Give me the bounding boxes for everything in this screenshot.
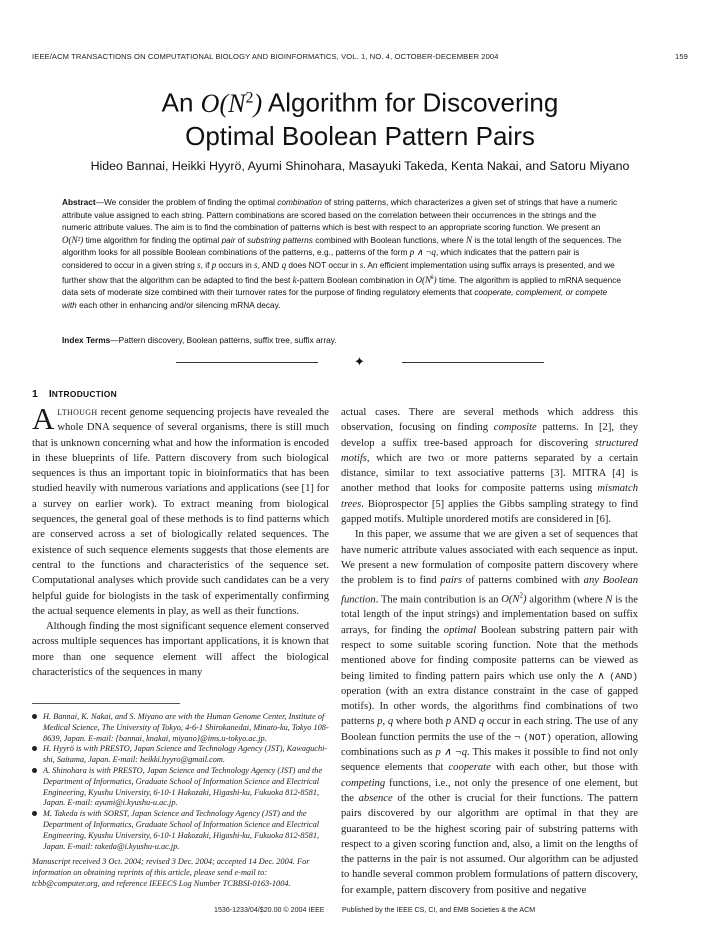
running-head xyxy=(32,52,688,61)
intro-paragraph-3: actual cases. There are several methods which address this observation, focusing on finding composite patterns. In [2], they develop a suffix tree-based approach for discovering structured motifs, which are two or more patterns separated by a certain distance, similar to text associative patterns [3]. MITRA [4] is another method that looks for composite patterns using mismatch trees. Bioprospector [5] applies the Gibbs sampling strategy to find gapped motifs. Multiple unordered motifs are considered in [6]. xyxy=(341,407,638,526)
left-column xyxy=(32,401,329,680)
index-terms-text: —Pattern discovery, Boolean patterns, suffix tree, suffix array. xyxy=(110,335,337,345)
section-number: 1 xyxy=(32,388,38,400)
intro-paragraph-1: ALTHOUGH recent genome sequencing projects have revealed the whole DNA sequence of several organisms, there is still much that is unknown concerning what and how the information is encoded in these blueprints of life. Pattern discovery from such biological sequences is thus an important topic in bioinformatics that has been studied heavily with numerous variations and applications (see [1] for a survey on earlier work). To extract meaning from biological sequences, the general goal of these methods is to find patterns which are conserved across a set of biologically related sequences. The existence of such sequence elements suggests that those elements are central to the functions and characteristics of the sequence set. Computational analyses which provide such candidates can be a very helpful guide for biologists in the task of experimentally confirming the actual sequence elements in play, as well as their functions. xyxy=(32,401,329,617)
publisher-line: Published by the IEEE CS, CI, and EMB Societies & the ACM xyxy=(342,906,536,914)
title-line-2: Optimal Boolean Pattern Pairs xyxy=(185,120,535,151)
drop-cap: A xyxy=(32,401,55,436)
section-title-initial: I xyxy=(48,388,52,400)
index-terms xyxy=(62,335,622,345)
paper-title xyxy=(0,82,720,152)
title-complexity: $O(N^2)$ xyxy=(200,88,263,118)
section-heading xyxy=(32,388,117,400)
footnote-rule xyxy=(32,703,180,704)
section-divider xyxy=(176,355,544,370)
footnote-affiliation: M. Takeda is with SORST, Japan Science and Technology Agency (JST) and the Department of Informatics, Graduate School of Information Science and Electrical Engineering, Kyushu University, 6-10-1 Hakozaki, Higashi-ku, Fukuoka 812-8581, Japan. E-mail: takeda@i.kyushu-u.ac.jp. xyxy=(32,809,329,852)
footnote-affiliation: A. Shinohara is with PRESTO, Japan Science and Technology Agency (JST) and the Department of Informatics, Graduate School of Information Science and Electrical Engineering, Kyushu University, 6-10-1 Hakozaki, Higashi-ku, Fukuoka 812-8581, Japan. E-mail: ayumi@i.kyushu-u.ac.jp. xyxy=(32,766,329,809)
intro-paragraph-4: In this paper, we assume that we are given a set of sequences that have numeric attribute values associated with each sequence as input. We present a new formulation of composite pattern discovery where the problem is to find pairs of patterns combined with any Boolean function. The main contribution is an $O(N^2)$ algorithm (where N is the total length of the input strings) and implementation based on suffix arrays, for finding the optimal Boolean substring pattern pair with respect to some suitable scoring function. Note that the methods mentioned above for finding composite patterns can be viewed as being limited to finding pattern pairs which use only the ∧ (AND) operation (with an extra distance constraint in the case of gapped motifs). In other words, the algorithms find combinations of two patterns p, q where both p AND q occur in each string. The use of any Boolean function permits the use of the ¬ (NOT) operation, allowing combinations such as p ∧ ¬q. This makes it possible to find not only sequence elements that cooperate with each other, but those with competing functions, i.e., not only the presence of one element, but the absence of the other is crucial for their functions. The pattern pairs discovered by our algorithm are optimal in that they are guaranteed to be the highest scoring pair of substring patterns with respect to a given scoring function and, also, a limit on the lengths of the patterns in the pair is not assumed. Our algorithm can be adjusted to handle several common problem formulations of pattern discovery, for example, pattern discovery from positive and negative xyxy=(341,529,639,896)
copyright-line: 1536-1233/04/$20.00 © 2004 IEEE xyxy=(214,906,325,914)
index-terms-label: Index Terms xyxy=(62,335,111,345)
bullet-icon xyxy=(32,746,37,751)
divider-line-left xyxy=(176,362,318,363)
title-prefix: An xyxy=(161,87,201,118)
abstract-label: Abstract xyxy=(62,197,96,207)
section-title-rest: NTRODUCTION xyxy=(51,389,117,399)
page-number: 159 xyxy=(675,52,688,61)
intro-paragraph-2: Although finding the most significant sequence element conserved across multiple sequences has important applications, it is known that more than one sequence element will affect the biological characteristics of the sequences in many xyxy=(32,621,329,679)
bullet-icon xyxy=(32,714,37,719)
diamond-star-icon: ✦ xyxy=(354,355,365,370)
right-column xyxy=(341,405,638,898)
title-suffix: Algorithm for Discovering xyxy=(262,87,559,118)
bullet-icon xyxy=(32,768,37,773)
bullet-icon xyxy=(32,811,37,816)
divider-line-right xyxy=(402,362,544,363)
footnote-affiliation: H. Hyyrö is with PRESTO, Japan Science and Technology Agency (JST), Kawaguchi-shi, Saitama, Japan. E-mail: heikki.hyyro@gmail.com. xyxy=(32,744,329,766)
author-list: Hideo Bannai, Heikki Hyyrö, Ayumi Shinohara, Masayuki Takeda, Kenta Nakai, and Satoru Miyano xyxy=(90,159,630,173)
title-line-1 xyxy=(0,82,720,120)
footnotes xyxy=(32,712,329,890)
manuscript-note: Manuscript received 3 Oct. 2004; revised 3 Dec. 2004; accepted 14 Dec. 2004. For information on obtaining reprints of this article, please send e-mail to: tcbb@computer.org, and reference IEEECS Log Number TCBBSI-0163-1004. xyxy=(32,857,310,888)
abstract: Abstract—We consider the problem of finding the optimal combination of string patterns, which characterizes a given set of strings that have a numeric attribute value assigned to each string. Pattern combinations are scored based on the correlation between their occurrences in the strings and the numeric attribute values. The aim is to find the combination of patterns which is best with respect to an appropriate scoring function. We present an O(N²) time algorithm for finding the optimal pair of substring patterns combined with Boolean functions, where N is the total length of the sequences. The algorithm looks for all possible Boolean combinations of the patterns, e.g., patterns of the form p ∧ ¬q, which indicates that the pattern pair is considered to occur in a given string s, if p occurs in s, AND q does NOT occur in s. An efficient implementation using suffix arrays is presented, and we further show that the algorithm can be adapted to find the best k-pattern Boolean combination in $O(N^k)$ time. The algorithm is applied to mRNA sequence data sets of moderate size combined with their turnover rates for the purpose of finding regulatory elements that cooperate, complement, or compete with each other in enhancing and/or silencing mRNA decay. xyxy=(62,197,622,310)
footnote-affiliation: H. Bannai, K. Nakai, and S. Miyano are with the Human Genome Center, Institute of Medical Science, The University of Tokyo, 4-6-1 Shirokanedai, Minato-ku, Tokyo 108-8639, Japan. E-mail: {bannai, knakai, miyano}@ims.u-tokyo.ac.jp. xyxy=(32,712,329,744)
journal-name: IEEE/ACM TRANSACTIONS ON COMPUTATIONAL BIOLOGY AND BIOINFORMATICS, VOL. 1, NO. 4, OCTOBER-DECEMBER 2004 xyxy=(32,52,499,61)
